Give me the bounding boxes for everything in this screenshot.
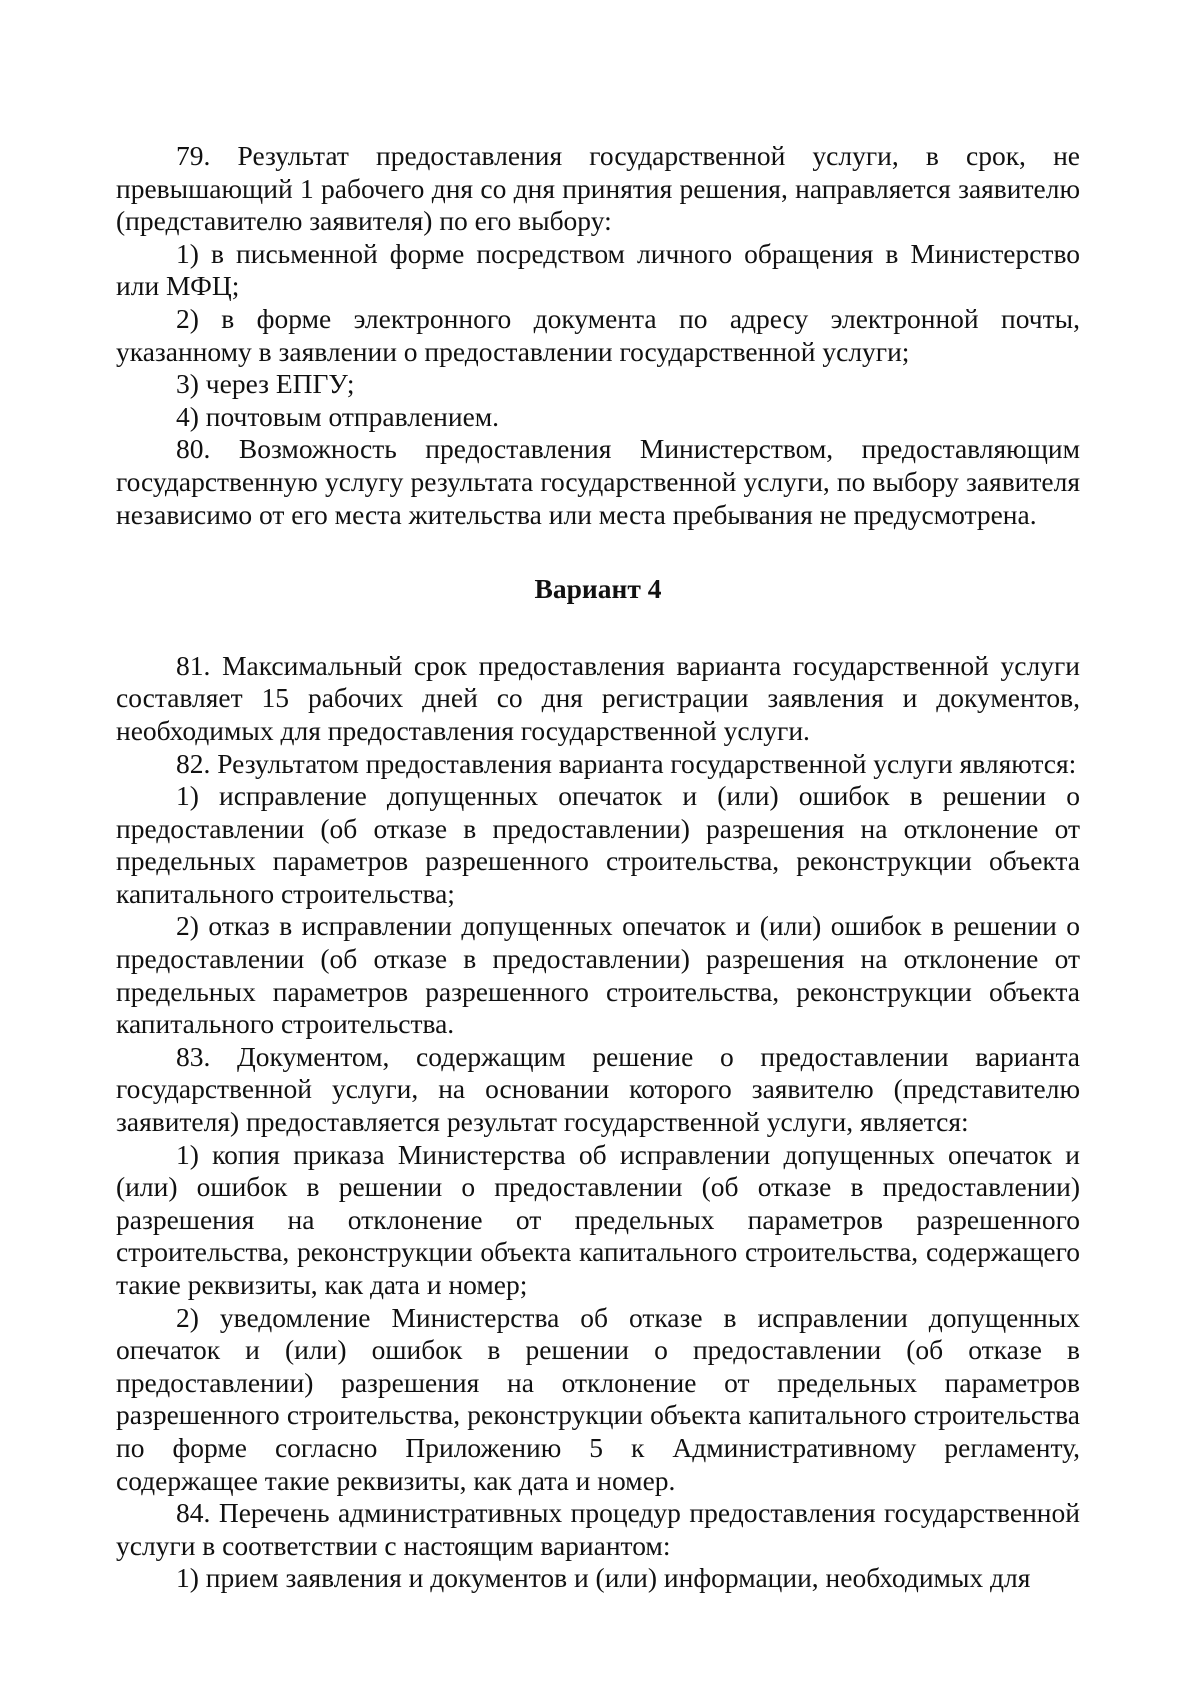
paragraph-82: 82. Результатом предоставления варианта государственной услуги являются: (176, 747, 1077, 779)
paragraph-83-item-1: 1) копия приказа Министерства об исправлении допущенных опечаток и (или) ошибок в решении о предоставлении (об отказе в предоставлении) разрешения на отклонение от предельных параметров разрешенного строительства, реконструкции объекта капитального строительства, содержащего такие реквизиты, как дата и номер; (116, 1138, 1080, 1300)
paragraph-82-item-2: 2) отказ в исправлении допущенных опечаток и (или) ошибок в решении о предоставлении (об отказе в предоставлении) разрешения на отклонение от предельных параметров разрешенного строительства, реконструкции объекта капитального строительства. (116, 910, 1080, 1040)
paragraph-80: 80. Возможность предоставления Министерством, предоставляющим государственную услугу результата государственной услуги, по выбору заявителя независимо от его места жительства или места пребывания не предусмотрена. (116, 433, 1080, 530)
paragraph-79-item-1: 1) в письменной форме посредством личного обращения в Министерство или МФЦ; (116, 237, 1080, 302)
paragraph-84: 84. Перечень административных процедур предоставления государственной услуги в соответствии с настоящим вариантом: (116, 1497, 1080, 1561)
paragraph-82-item-1: 1) исправление допущенных опечаток и (или) ошибок в решении о предоставлении (об отказе в предоставлении) разрешения на отклонение от предельных параметров разрешенного строительства, реконструкции объекта капитального строительства; (116, 780, 1080, 909)
paragraph-79-item-3: 3) через ЕПГУ; (176, 368, 355, 400)
paragraph-81: 81. Максимальный срок предоставления варианта государственной услуги составляет 15 рабочих дней со дня регистрации заявления и документов, необходимых для предоставления государственной услуги. (116, 649, 1080, 746)
paragraph-79: 79. Результат предоставления государственной услуги, в срок, не превышающий 1 рабочего дня со дня принятия решения, направляется заявителю (представителю заявителя) по его выбору: (116, 140, 1080, 237)
paragraph-83: 83. Документом, содержащим решение о предоставлении варианта государственной услуги, на основании которого заявителю (представителю заявителя) предоставляется результат государственной услуги, является: (116, 1040, 1080, 1138)
paragraph-83-item-2: 2) уведомление Министерства об отказе в исправлении допущенных опечаток и (или) ошибок в решении о предоставлении (об отказе в предоставлении) разрешения на отклонение от предельных параметров разрешенного строительства, реконструкции объекта капитального строительства по форме согласно Приложению 5 к Административному регламенту, содержащее такие реквизиты, как дата и номер. (116, 1301, 1080, 1496)
paragraph-79-item-4: 4) почтовым отправлением. (176, 400, 500, 432)
paragraph-84-item-1: 1) прием заявления и документов и (или) информации, необходимых для (176, 1562, 1031, 1594)
section-heading: Вариант 4 (534, 573, 662, 605)
paragraph-79-item-2: 2) в форме электронного документа по адресу электронной почты, указанному в заявлении о предоставлении государственной услуги; (116, 302, 1080, 367)
document-page (116, 140, 1080, 1595)
